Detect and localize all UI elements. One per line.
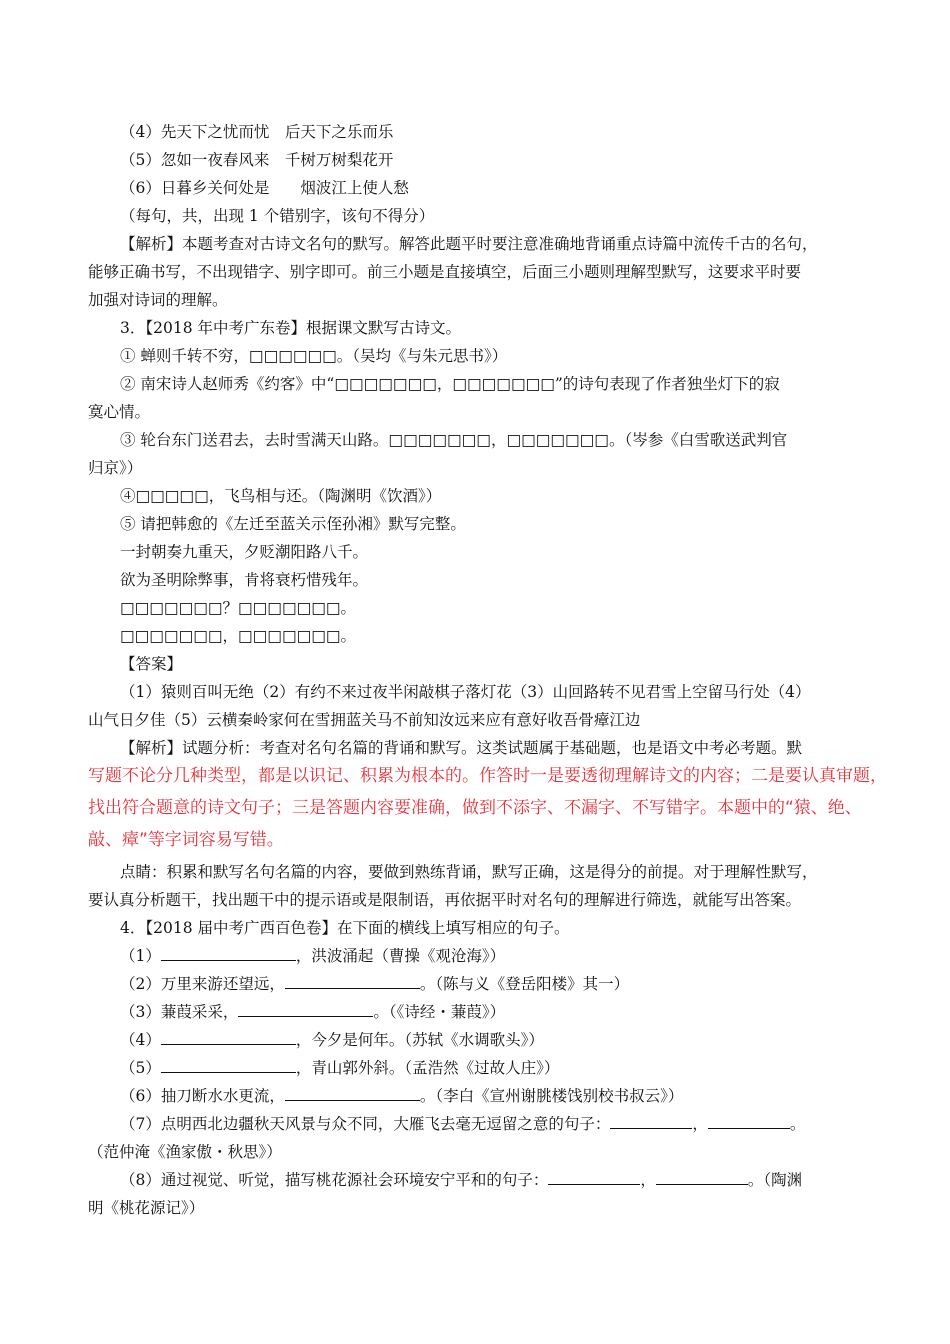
answer-blank xyxy=(238,1002,373,1017)
item-prefix: （1） xyxy=(120,947,161,965)
poem-blank-line: □□□□□□□，□□□□□□□。 xyxy=(120,627,357,645)
question-4-heading: 4．【2018 届中考广西百色卷】在下面的横线上填写相应的句子。 xyxy=(120,919,570,937)
question-4-item xyxy=(120,1030,544,1050)
answer-line-4: （4）先天下之忧而忧 后天下之乐而乐 xyxy=(120,123,394,141)
question-4-item xyxy=(120,1086,683,1106)
question-3-item: 归京》） xyxy=(88,459,143,477)
tip-text: 要认真分析题干，找出题干中的提示语或是限制语，再依据平时对名句的理解进行筛选，就能写出答案。 xyxy=(88,891,802,909)
answer-blank xyxy=(161,946,296,961)
question-3-item: ③ 轮台东门送君去，去时雪满天山路。□□□□□□□，□□□□□□□。（岑参《白雪歌送武判官 xyxy=(120,431,788,449)
question-3-item: 寞心情。 xyxy=(88,403,151,421)
item-prefix: （2）万里来游还望远， xyxy=(120,975,285,993)
answer-blank xyxy=(285,974,420,989)
answer-blank xyxy=(656,1170,748,1185)
poem-line: 一封朝奏九重天，夕贬潮阳路八千。 xyxy=(120,543,369,561)
answer-blank xyxy=(610,1114,692,1129)
question-3-item: ① 蝉则千转不穷，□□□□□□。（吴均《与朱元思书》） xyxy=(120,347,508,365)
handwritten-note: 敲、瘴”等字词容易写错。 xyxy=(88,830,284,850)
answer-text: （1）猿则百叫无绝（2）有约不来过夜半闲敲棋子落灯花（3）山回路转不见君雪上空留马行处（4） xyxy=(120,683,811,701)
answer-blank xyxy=(161,1030,296,1045)
item-suffix: 。（《诗经・蒹葭》） xyxy=(373,1003,506,1021)
poem-line: 欲为圣明除弊事，肯将衰朽惜残年。 xyxy=(120,571,369,589)
scoring-note: （每句，共，出现 1 个错别字，该句不得分） xyxy=(120,207,435,225)
item-prefix: （4） xyxy=(120,1031,161,1049)
answer-line-5: （5）忽如一夜春风来 千树万树梨花开 xyxy=(120,151,394,169)
answer-line-6: （6）日暮乡关何处是 烟波江上使人愁 xyxy=(120,179,409,197)
answer-blank xyxy=(548,1170,640,1185)
handwritten-note: 写题不论分几种类型，都是以识记、积累为根本的。作答时一是要透彻理解诗文的内容；二是要认真审题， xyxy=(88,766,887,786)
question-3-item: ② 南宋诗人赵师秀《约客》中“□□□□□□□，□□□□□□□”的诗句表现了作者独坐灯下的寂 xyxy=(120,375,780,393)
question-4-item xyxy=(120,974,629,994)
question-3-item: ⑤ 请把韩愈的《左迁至蓝关示侄孙湘》默写完整。 xyxy=(120,515,466,533)
analysis-text: 加强对诗词的理解。 xyxy=(88,291,228,309)
item-suffix: ，洪波涌起（曹操《观沧海》） xyxy=(295,947,506,965)
poem-blank-line: □□□□□□□？□□□□□□□。 xyxy=(120,599,357,617)
item-comma: ， xyxy=(640,1171,656,1189)
question-4-item xyxy=(120,1058,559,1078)
question-4-item xyxy=(120,946,505,966)
item-prefix: （5） xyxy=(120,1059,161,1077)
item-prefix: （6）抽刀断水水更流， xyxy=(120,1087,285,1105)
answer-text: 山气日夕佳（5）云横秦岭家何在雪拥蓝关马不前知汝远来应有意好收吾骨瘴江边 xyxy=(88,711,641,729)
analysis-text: 能够正确书写，不出现错字、别字即可。前三小题是直接填空，后面三小题则理解型默写，这要求平时要 xyxy=(88,263,802,281)
item-suffix: ，青山郭外斜。（孟浩然《过故人庄》） xyxy=(295,1059,560,1077)
item-prefix: （8）通过视觉、听觉，描写桃花源社会环境安宁平和的句子： xyxy=(120,1171,549,1189)
analysis-text: 【解析】本题考查对古诗文名句的默写。解答此题平时要注意准确地背诵重点诗篇中流传千古的名句， xyxy=(120,235,818,253)
question-3-heading: 3．【2018 年中考广东卷】根据课文默写古诗文。 xyxy=(120,319,461,337)
answer-blank xyxy=(161,1058,296,1073)
answer-blank xyxy=(708,1114,790,1129)
question-4-item xyxy=(120,1114,805,1134)
question-4-item: （范仲淹《渔家傲・秋思》） xyxy=(88,1143,282,1161)
question-3-item: ④□□□□□，飞鸟相与还。（陶渊明《饮酒》） xyxy=(120,487,442,505)
answer-blank xyxy=(285,1086,420,1101)
question-4-item: 明《桃花源记》） xyxy=(88,1199,205,1217)
question-4-item xyxy=(120,1170,802,1190)
item-suffix: ，今夕是何年。（苏轼《水调歌头》） xyxy=(295,1031,544,1049)
item-prefix: （7）点明西北边疆秋天风景与众不同，大雁飞去毫无逗留之意的句子： xyxy=(120,1115,611,1133)
tip-text: 点睛：积累和默写名句名篇的内容，要做到熟练背诵，默写正确，这是得分的前提。对于理解性默写， xyxy=(120,863,818,881)
item-suffix: 。（陈与义《登岳阳楼》其一） xyxy=(419,975,630,993)
item-prefix: （3）蒹葭采采， xyxy=(120,1003,239,1021)
item-comma: ， xyxy=(692,1115,708,1133)
answer-heading: 【答案】 xyxy=(120,655,183,673)
item-suffix: 。 xyxy=(789,1115,806,1133)
item-suffix: 。（陶渊 xyxy=(747,1171,803,1189)
handwritten-note: 找出符合题意的诗文句子；三是答题内容要准确，做到不添字、不漏字、不写错字。本题中的“猿、绝、 xyxy=(88,798,862,818)
question-4-item xyxy=(120,1002,505,1022)
item-suffix: 。（李白《宣州谢朓楼饯别校书叔云》） xyxy=(419,1087,684,1105)
analysis-text: 【解析】试题分析：考查对名句名篇的背诵和默写。这类试题属于基础题，也是语文中考必考题。默 xyxy=(120,739,803,757)
